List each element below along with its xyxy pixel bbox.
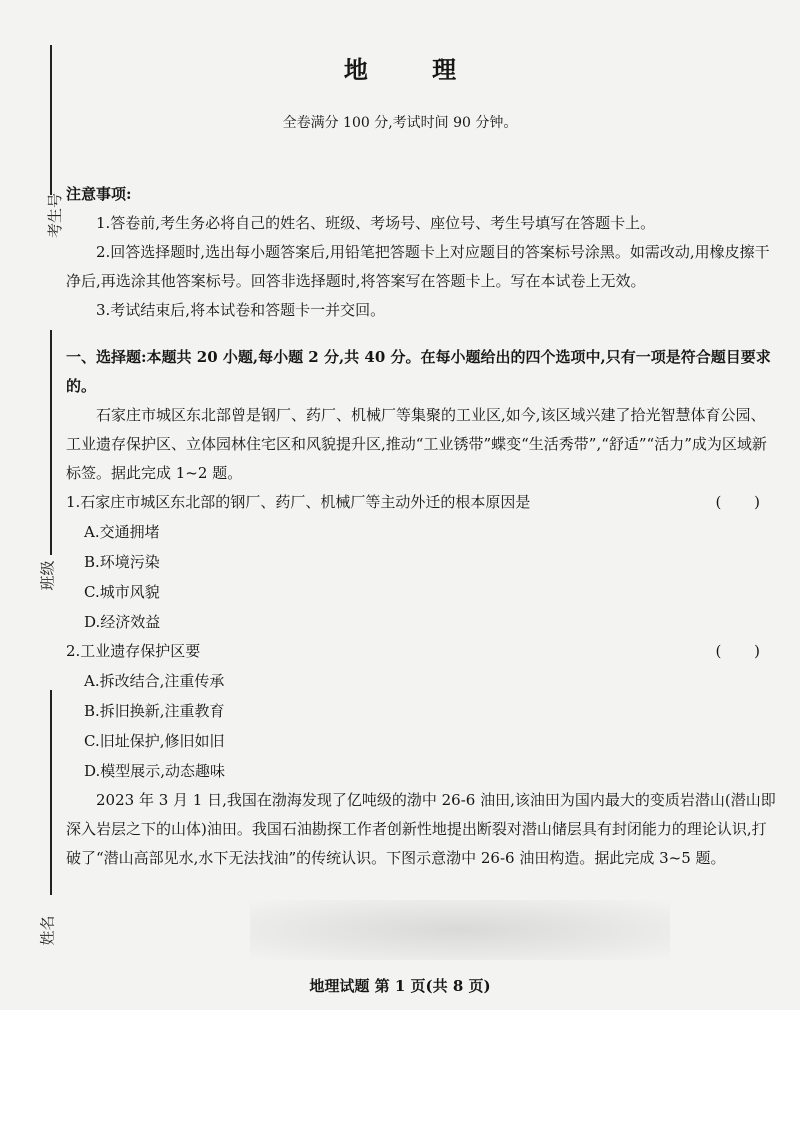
q1-option-a: A.交通拥堵 — [84, 523, 160, 541]
notes-heading: 注意事项: — [66, 185, 132, 203]
passage-2: 2023 年 3 月 1 日,我国在渤海发现了亿吨级的渤中 26-6 油田,该油田为国内最大的变质岩潜山(潜山即深入岩层之下的山体)油田。我国石油勘探工作者创新性地提出断裂对潜山储层具有封闭能力的理论认识,打破了“潜山高部见水,水下无法找油”的传统认识。下图示意渤中 26-6 油田构造。据此完成 3~5 题。 — [66, 791, 776, 867]
question-1-stem: 1.石家庄市城区东北部的钢厂、药厂、机械厂等主动外迁的根本原因是 — [66, 493, 531, 511]
name-label: 姓名 — [38, 915, 57, 946]
section-1-heading: 一、选择题:本题共 20 小题,每小题 2 分,共 40 分。在每小题给出的四个选项中,只有一项是符合题目要求的。 — [66, 348, 771, 395]
note-item-1: 1.答卷前,考生务必将自己的姓名、班级、考场号、座位号、考生号填写在答题卡上。 — [96, 214, 656, 232]
passage-1: 石家庄市城区东北部曾是钢厂、药厂、机械厂等集聚的工业区,如今,该区域兴建了拾光智慧体育公园、工业遗存保护区、立体园林住宅区和风貌提升区,推动“工业锈带”蝶变“生活秀带”,“舒适”“活力”成为区域新标签。据此完成 1~2 题。 — [66, 406, 767, 482]
question-1 — [66, 488, 778, 517]
q1-option-c: C.城市风貌 — [84, 583, 160, 601]
scan-smudge — [250, 900, 670, 960]
exam-number-label: 考生号 — [46, 192, 65, 239]
question-2-stem: 2.工业遗存保护区要 — [66, 642, 201, 660]
q2-option-c: C.旧址保护,修旧如旧 — [84, 732, 225, 750]
q1-option-b: B.环境污染 — [84, 553, 160, 571]
page-title: 地 理 — [343, 55, 485, 84]
note-item-3: 3.考试结束后,将本试卷和答题卡一并交回。 — [96, 301, 386, 319]
binding-line-middle — [50, 330, 52, 555]
class-label: 班级 — [38, 560, 57, 591]
q2-option-b: B.拆旧换新,注重教育 — [84, 702, 225, 720]
question-2 — [66, 637, 778, 666]
exam-content — [66, 180, 778, 873]
note-item-2: 2.回答选择题时,选出每小题答案后,用铅笔把答题卡上对应题目的答案标号涂黑。如需改动,用橡皮擦干净后,再选涂其他答案标号。回答非选择题时,将答案写在答题卡上。写在本试卷上无效。 — [66, 243, 770, 290]
binding-line-bottom — [50, 690, 52, 895]
question-2-answer-bracket: ( ) — [715, 642, 774, 660]
q2-option-a: A.拆改结合,注重传承 — [84, 672, 225, 690]
question-1-answer-bracket: ( ) — [715, 493, 774, 511]
q1-option-d: D.经济效益 — [84, 613, 161, 631]
exam-info: 全卷满分 100 分,考试时间 90 分钟。 — [282, 115, 518, 131]
q2-option-d: D.模型展示,动态趣味 — [84, 762, 226, 780]
page-footer: 地理试题 第 1 页(共 8 页) — [309, 977, 491, 995]
